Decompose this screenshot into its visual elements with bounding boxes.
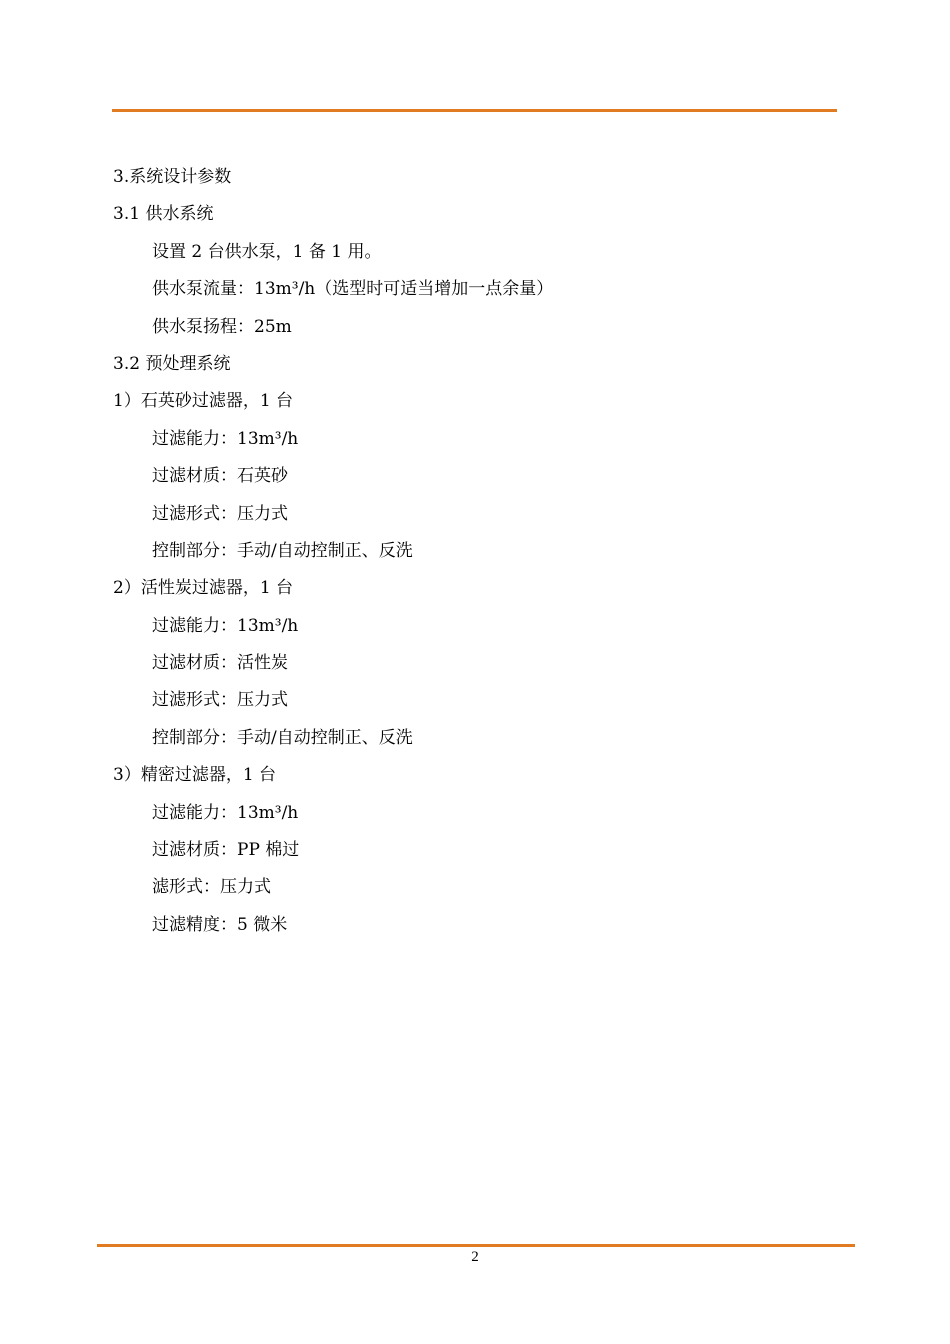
body-line: 过滤精度：5 微米: [152, 914, 288, 935]
body-line: 过滤形式：压力式: [152, 690, 288, 711]
subsection-heading: 3.2 预处理系统: [113, 353, 231, 374]
body-line: 设置 2 台供水泵，1 备 1 用。: [152, 241, 382, 262]
body-line: 供水泵扬程：25m: [152, 316, 292, 337]
body-line: 过滤材质：活性炭: [152, 653, 288, 674]
footer-rule: [97, 1244, 855, 1247]
document-body: [113, 164, 833, 949]
subsection-heading: 3.1 供水系统: [113, 204, 214, 225]
body-line: 过滤能力：13m³/h: [152, 802, 299, 823]
body-line: 过滤能力：13m³/h: [152, 615, 299, 636]
body-line: 滤形式：压力式: [152, 877, 271, 898]
body-line: 过滤形式：压力式: [152, 503, 288, 524]
list-item-heading: 3）精密过滤器，1 台: [113, 765, 277, 786]
header-rule: [112, 109, 837, 112]
body-line: 过滤材质：PP 棉过: [152, 840, 300, 861]
section-heading: 3.系统设计参数: [113, 167, 232, 187]
list-item-heading: 2）活性炭过滤器，1 台: [113, 578, 294, 599]
body-line: 过滤能力：13m³/h: [152, 428, 299, 449]
body-line: 过滤材质：石英砂: [152, 466, 288, 487]
body-line: 控制部分：手动/自动控制正、反洗: [152, 727, 413, 748]
page-number: 2: [471, 1249, 479, 1265]
body-line: 供水泵流量：13m³/h（选型时可适当增加一点余量）: [152, 279, 554, 300]
body-line: 控制部分：手动/自动控制正、反洗: [152, 540, 413, 561]
list-item-heading: 1）石英砂过滤器，1 台: [113, 391, 294, 412]
